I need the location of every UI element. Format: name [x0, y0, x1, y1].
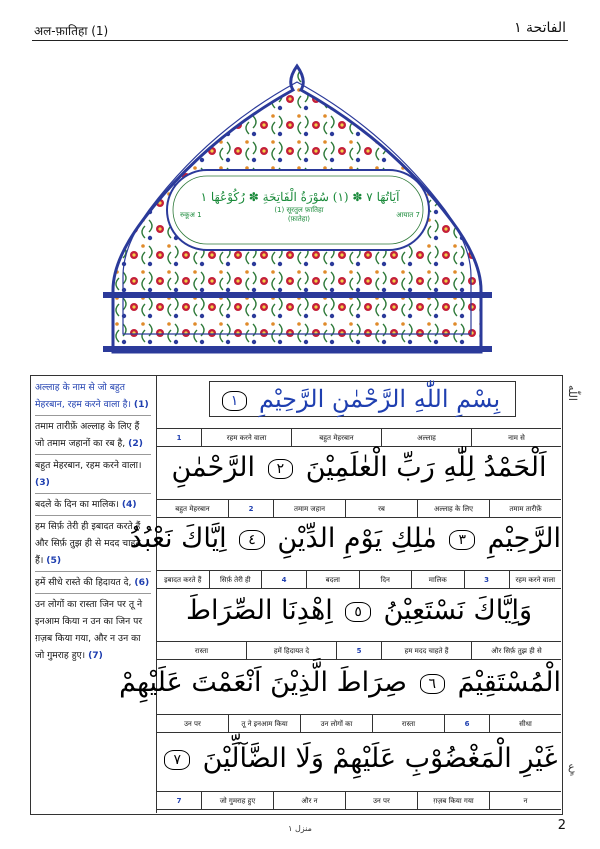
word-cell: और सिर्फ़ तुझ ही से: [471, 642, 561, 659]
word-cell: उन पर: [345, 792, 417, 809]
word-cell: अल्लाह के लिए: [417, 500, 489, 517]
word-cell: दिन: [359, 571, 412, 588]
surah-title-plate: [180, 190, 420, 224]
translation-verse-1: अल्लाह के नाम से जो बहुत मेहरबान, रहम करने वाला है। (1): [35, 379, 151, 416]
verse-line-1: بِسْمِ اللّٰهِ الرَّحْمٰنِ الرَّحِيْمِ ١: [157, 385, 561, 413]
verse-line-3: الرَّحِيْمِ ٣ مٰلِكِ يَوْمِ الدِّيْنِ ٤ اِيَّاكَ نَعْبُدُ: [129, 523, 561, 554]
ruku-count: रुकूअ 1: [180, 210, 202, 219]
word-cell: रास्ता: [372, 715, 444, 732]
translation-verse-6: हमें सीधे रास्ते की हिदायत दे, (6): [35, 574, 151, 594]
word-cell: हमें हिदायत दे: [246, 642, 336, 659]
word-cell: अल्लाह: [381, 429, 471, 446]
margin-mark-bottom: عٍ: [568, 760, 575, 773]
word-row-1: [157, 428, 561, 447]
footer-manzil: منزل ١: [288, 824, 312, 833]
word-row-2: [157, 499, 561, 518]
verse-line-2: اَلْحَمْدُ لِلّٰهِ رَبِّ الْعٰلَمِيْنَ ٢ الرَّحْمٰنِ: [171, 452, 547, 483]
word-cell: तमाम जहान: [273, 500, 345, 517]
word-cell: जो गुमराह हुए: [201, 792, 273, 809]
ayah-number-6: ٦: [420, 674, 446, 694]
word-cell: मालिक: [411, 571, 464, 588]
word-cell: बहुत मेहरबान: [175, 504, 210, 513]
word-cell: बदला: [306, 571, 359, 588]
word-cell: रहम करने वाला: [201, 429, 291, 446]
word-cell: 3: [464, 571, 509, 588]
margin-mark-top: اللّٰه: [566, 385, 579, 401]
translation-verse-3: बहुत मेहरबान, रहम करने वाला। (3): [35, 457, 151, 494]
header-rule: [32, 40, 568, 41]
word-row-5: [157, 714, 561, 733]
word-cell: इबादत करते हैं: [164, 575, 202, 584]
word-cell: हम मदद चाहते हैं: [381, 642, 471, 659]
word-cell: 1: [176, 433, 182, 442]
word-cell: उन पर: [184, 719, 201, 728]
word-cell: न: [489, 792, 561, 809]
ayat-count: आयात 7: [396, 210, 420, 219]
word-cell: तमाम तारीफ़ें: [489, 500, 561, 517]
word-cell: ग़ज़ब किया गया: [417, 792, 489, 809]
translation-verse-4: बदले के दिन का मालिक। (4): [35, 496, 151, 516]
header-right-title: الفاتحة ١: [514, 20, 566, 36]
word-cell: 6: [444, 715, 489, 732]
word-cell: और न: [273, 792, 345, 809]
word-cell: तू ने इनआम किया: [228, 715, 300, 732]
word-cell: उन लोगों का: [300, 715, 372, 732]
page-number: 2: [557, 818, 566, 833]
translation-column: [30, 375, 157, 813]
word-cell: रब: [345, 500, 417, 517]
word-cell: 4: [261, 571, 306, 588]
verse-line-4: وَاِيَّاكَ نَسْتَعِيْنُ ٥ اِهْدِنَا الصِّرَاطَ: [185, 595, 533, 626]
translation-verse-2: तमाम तारीफ़ें अल्लाह के लिए हैं जो तमाम जहानों का रब है, (2): [35, 418, 151, 455]
word-cell: 7: [176, 796, 182, 805]
ayah-number-3: ٣: [449, 530, 475, 550]
translation-verse-5: हम सिर्फ़ तेरी ही इबादत करते हैं और सिर्फ़ तुझ ही से मदद चाहते हैं। (5): [35, 518, 151, 572]
word-cell: रास्ता: [194, 646, 209, 655]
verse-line-6: غَيْرِ الْمَغْضُوْبِ عَلَيْهِمْ وَلَا الضَّآلِّيْنَ ٧: [157, 743, 561, 774]
word-row-4: [157, 641, 561, 660]
ayah-number-5: ٥: [345, 602, 371, 622]
word-cell: सीधा: [489, 715, 561, 732]
header-left-title: अल-फ़ातिहा (1): [34, 24, 109, 38]
surah-title-hindi: (1) सूरतुल फ़ातिहा: [274, 206, 324, 214]
word-cell: सिर्फ़ तेरी ही: [209, 571, 262, 588]
verse-line-5: الْمُسْتَقِيْمَ ٦ صِرَاطَ الَّذِيْنَ اَنْعَمْتَ عَلَيْهِمْ: [119, 667, 561, 698]
word-row-6: [157, 791, 561, 810]
translation-verse-7: उन लोगों का रास्ता जिन पर तू ने इनआम किया न उन का जिन पर ग़ज़ब किया गया, और न उन का जो गुमराह हुए। (7): [35, 599, 143, 661]
ayah-number-1: ١: [222, 391, 248, 411]
surah-title-arabic: آيَاتُهَا ٧ ✽ (١) سُوْرَةُ الْفَاتِحَةِ ✽ رُكُوْعُهَا ١: [200, 190, 400, 204]
verses-area: [119, 375, 561, 813]
word-cell: नाम से: [471, 429, 561, 446]
word-cell: बहुत मेहरबान: [291, 429, 381, 446]
ayah-number-2: ٢: [268, 459, 294, 479]
word-cell: रहम करने वाला: [509, 571, 562, 588]
word-cell: 2: [228, 500, 273, 517]
ayah-number-4: ٤: [239, 530, 265, 550]
ayah-number-7: ٧: [164, 750, 190, 770]
word-row-3: [157, 570, 561, 589]
word-cell: 5: [336, 642, 381, 659]
surah-subtitle-hindi: (फ़ातेहा): [287, 215, 311, 223]
